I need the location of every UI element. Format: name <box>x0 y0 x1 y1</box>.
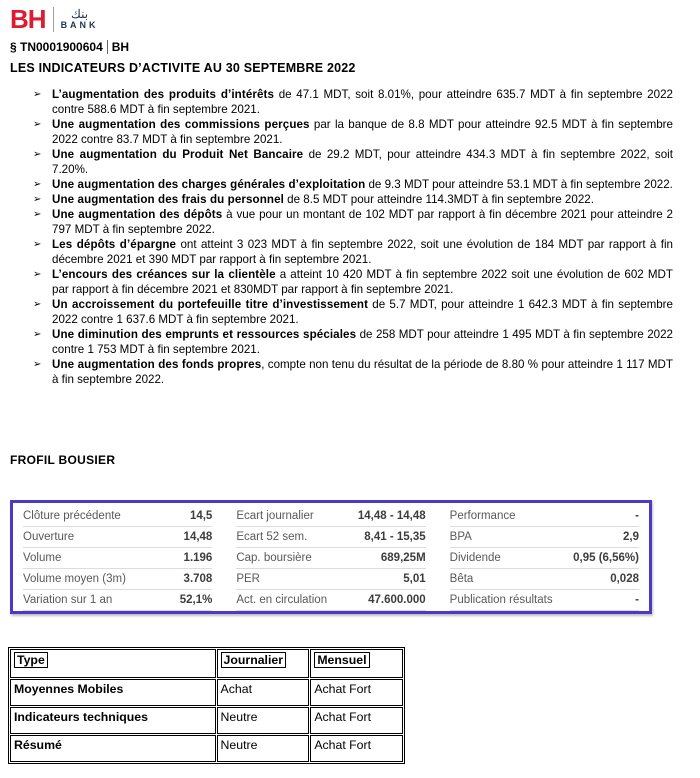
ratings-header-label: Journalier <box>221 652 286 668</box>
stock-profile-card <box>10 500 652 614</box>
stock-row <box>23 527 212 548</box>
stock-label: Ecart journalier <box>236 510 314 522</box>
ratings-header-label: Type <box>14 652 48 668</box>
bullet-arrow-icon: ➢ <box>33 89 42 100</box>
stock-value: 3.708 <box>183 573 213 585</box>
bullet-text: L’augmentation des produits d’intérêts de 47.1 MDT, soit 8.01%, pour atteindre 635.7 MDT à fin septembre 2022 contre 588.6 MDT à fin septembre 2021. <box>52 88 673 116</box>
logo-bh-text: BH <box>10 4 46 34</box>
stock-value: - <box>635 594 639 606</box>
stock-row <box>236 506 425 527</box>
stock-row <box>23 548 212 569</box>
ratings-cell: Achat Fort <box>310 735 403 762</box>
stock-label: PER <box>236 573 260 585</box>
bullet-item <box>33 357 673 387</box>
ratings-header-cell <box>217 649 310 678</box>
bullet-arrow-icon: ➢ <box>33 239 42 250</box>
stock-label: Clôture précédente <box>23 510 121 522</box>
stock-label: Performance <box>449 510 516 522</box>
ratings-cell: Neutre <box>217 707 310 734</box>
bullet-item <box>33 177 673 192</box>
stock-row <box>236 527 425 548</box>
isin-line <box>10 40 129 54</box>
bullet-text: Une augmentation des charges générales d’exploitation de 9.3 MDT pour atteindre 53.1 MDT à fin septembre 2022. <box>52 178 673 191</box>
bullet-text: Une diminution des emprunts et ressources spéciales de 258 MDT pour atteindre 1 495 MDT à fin septembre 2022 contre 1 753 MDT à fin septembre 2021. <box>52 328 673 356</box>
bullet-item <box>33 87 673 117</box>
bullet-item <box>33 327 673 357</box>
stock-value: 5,01 <box>403 573 426 585</box>
bullet-arrow-icon: ➢ <box>33 119 42 130</box>
stock-column <box>450 506 639 611</box>
ratings-cell: Achat Fort <box>310 707 403 734</box>
bullet-text: Une augmentation des commissions perçues par la banque de 8.8 MDT pour atteindre 92.5 MDT à fin septembre 2022 contre 83.7 MDT à fin septembre 2021. <box>52 118 673 146</box>
stock-value: - <box>635 510 639 522</box>
bullet-item <box>33 117 673 147</box>
stock-value: 14,48 - 14,48 <box>357 510 426 522</box>
bullet-arrow-icon: ➢ <box>33 179 42 190</box>
stock-label: Bêta <box>449 573 474 585</box>
logo-wordmark <box>61 8 99 30</box>
ratings-cell: Indicateurs techniques <box>10 707 216 734</box>
isin-divider <box>107 40 108 54</box>
stock-value: 8,41 - 15,35 <box>364 531 426 543</box>
profil-boursier-title: FROFIL BOUSIER <box>10 453 116 467</box>
bullet-arrow-icon: ➢ <box>33 149 42 160</box>
stock-label: Volume moyen (3m) <box>23 573 126 585</box>
ratings-header-row <box>10 649 403 678</box>
stock-column <box>236 506 425 611</box>
ratings-cell: Résumé <box>10 735 216 762</box>
stock-value: 0,95 (6,56%) <box>573 552 639 564</box>
stock-value: 14,5 <box>189 510 213 522</box>
stock-label: Volume <box>23 552 62 564</box>
bh-bank-logo <box>10 6 99 32</box>
stock-value: 47.600.000 <box>368 594 426 606</box>
stock-row <box>23 569 212 590</box>
bullet-text: L’encours des créances sur la clientèle a atteint 10 420 MDT à fin septembre 2022 soit une évolution de 602 MDT par rapport à fin décembre 2021 et 830MDT par rapport à fin septembre 2021. <box>52 268 673 296</box>
ratings-row <box>10 707 403 734</box>
stock-row <box>236 548 425 569</box>
stock-value: 2,9 <box>622 531 639 543</box>
stock-value: 52,1% <box>179 594 213 606</box>
bullet-arrow-icon: ➢ <box>33 329 42 340</box>
ratings-header-cell <box>10 649 216 678</box>
ratings-header-cell <box>310 649 403 678</box>
ratings-cell: Achat Fort <box>310 679 403 706</box>
stock-row <box>236 569 425 590</box>
ratings-cell: Moyennes Mobiles <box>10 679 216 706</box>
logo-arabic-text: بنك <box>71 6 89 21</box>
indicator-list <box>33 87 673 387</box>
stock-value: 0,028 <box>610 573 639 585</box>
bullet-item <box>33 237 673 267</box>
bullet-text: Un accroissement du portefeuille titre d’investissement de 5.7 MDT, pour atteindre 1 642.3 MDT à fin septembre 2022 contre 1 637.6 MDT à fin septembre 2021. <box>52 298 673 326</box>
ratings-cell: Neutre <box>217 735 310 762</box>
ratings-cell: Achat <box>217 679 310 706</box>
ratings-row <box>10 735 403 762</box>
stock-value: 1.196 <box>183 552 213 564</box>
bullet-text: Une augmentation des dépôts à vue pour un montant de 102 MDT par rapport à fin décembre 2021 pour atteindre 2 797 MDT à fin septembre 2022. <box>52 208 673 236</box>
stock-row <box>450 527 639 548</box>
stock-value: 14,48 <box>183 531 213 543</box>
bullet-arrow-icon: ➢ <box>33 269 42 280</box>
stock-row <box>23 590 212 611</box>
bullet-item <box>33 147 673 177</box>
bullet-text: Une augmentation des frais du personnel de 8.5 MDT pour atteindre 114.3MDT à fin septembre 2022. <box>52 193 594 206</box>
stock-label: Ouverture <box>23 531 75 543</box>
stock-label: Variation sur 1 an <box>23 594 113 606</box>
bullet-arrow-icon: ➢ <box>33 194 42 205</box>
ratings-header-label: Mensuel <box>314 652 369 668</box>
bullet-text: Une augmentation du Produit Net Bancaire de 29.2 MDT, pour atteindre 434.3 MDT à fin septembre 2022, soit 7.20%. <box>52 148 673 176</box>
logo-divider <box>53 7 54 32</box>
stock-label: Publication résultats <box>449 594 553 606</box>
stock-label: Ecart 52 sem. <box>236 531 308 543</box>
stock-row <box>23 506 212 527</box>
bullet-arrow-icon: ➢ <box>33 299 42 310</box>
stock-value: 689,25M <box>380 552 426 564</box>
stock-column <box>23 506 212 611</box>
bullet-arrow-icon: ➢ <box>33 359 42 370</box>
technical-ratings-table <box>8 647 405 764</box>
stock-row <box>236 590 425 611</box>
bullet-arrow-icon: ➢ <box>33 209 42 220</box>
logo-bank-text: BANK <box>60 19 99 30</box>
isin-code: § TN0001900604 <box>10 40 103 54</box>
isin-ticker: BH <box>111 40 130 54</box>
bullet-item <box>33 297 673 327</box>
stock-label: Act. en circulation <box>236 594 328 606</box>
ratings-row <box>10 679 403 706</box>
stock-label: BPA <box>449 531 472 543</box>
bullet-item <box>33 192 673 207</box>
stock-row <box>450 569 639 590</box>
bullet-item <box>33 207 673 237</box>
page-title: LES INDICATEURS D’ACTIVITE AU 30 SEPTEMBRE 2022 <box>10 61 356 75</box>
stock-row <box>450 506 639 527</box>
stock-label: Cap. boursière <box>236 552 312 564</box>
bullet-text: Les dépôts d’épargne ont atteint 3 023 MDT à fin septembre 2022, soit une évolution de 184 MDT par rapport à fin décembre 2021 et 390 MDT par rapport à fin septembre 2021. <box>52 238 673 266</box>
bullet-item <box>33 267 673 297</box>
stock-label: Dividende <box>449 552 501 564</box>
stock-row <box>450 548 639 569</box>
stock-row <box>450 590 639 611</box>
bullet-text: Une augmentation des fonds propres, compte non tenu du résultat de la période de 8.80 % pour atteindre 1 117 MDT à fin septembre 2022. <box>52 358 673 386</box>
